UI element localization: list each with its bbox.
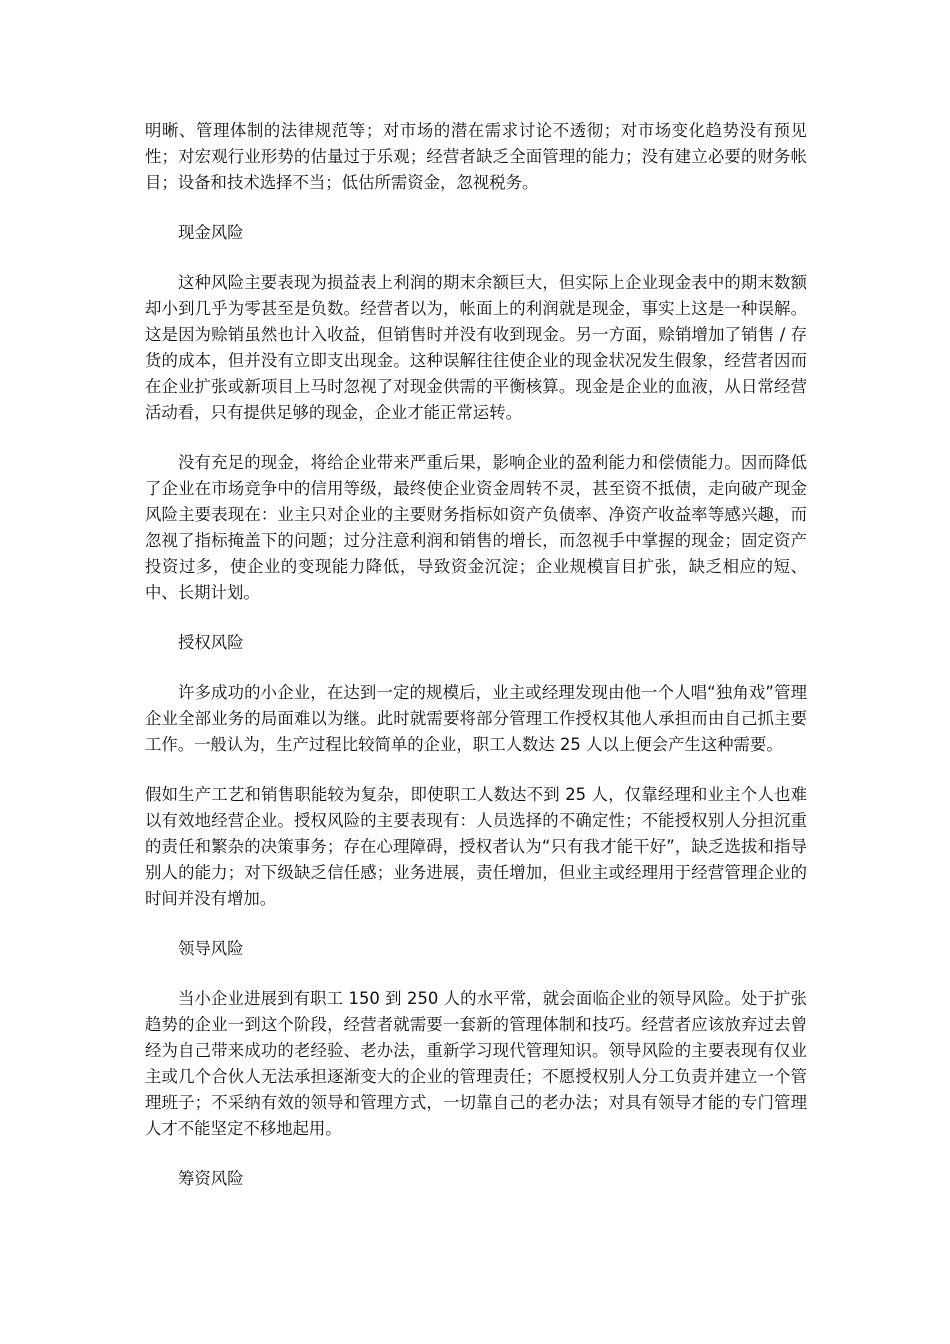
- paragraph-authorization-risk-1: 许多成功的小企业，在达到一定的规模后，业主或经理发现由他一个人唱“独角戏”管理企业全部业务的局面难以为继。此时就需要将部分管理工作授权其他人承担而由自己抓主要工作。一般认为，生产过程比较简单的企业，职工人数达 25 人以上便会产生这种需要。: [145, 683, 807, 754]
- section-heading-leadership-risk: 领导风险: [178, 939, 244, 958]
- section-heading-financing-risk: 筹资风险: [178, 1169, 244, 1188]
- paragraph-intro-continued: 明晰、管理体制的法律规范等；对市场的潜在需求讨论不透彻；对市场变化趋势没有预见性；对宏观行业形势的估量过于乐观；经营者缺乏全面管理的能力；没有建立必要的财务帐目；设备和技术选择不当；低估所需资金，忽视税务。: [145, 121, 807, 192]
- section-heading-authorization-risk: 授权风险: [178, 633, 244, 652]
- document-body: [145, 118, 807, 1216]
- paragraph-cash-risk-1: 这种风险主要表现为损益表上利润的期末余额巨大，但实际上企业现金表中的期末数额却小到几乎为零甚至是负数。经营者以为，帐面上的利润就是现金，事实上这是一种误解。这是因为赊销虽然也计入收益，但销售时并没有收到现金。另一方面，赊销增加了销售 / 存货的成本，但并没有立即支出现金。这种误解往往使企业的现金状况发生假象，经营者因而在企业扩张或新项目上马时忽视了对现金供需的平衡核算。现金是企业的血液，从日常经营活动看，只有提供足够的现金，企业才能正常运转。: [145, 273, 807, 422]
- section-heading-cash-risk: 现金风险: [178, 223, 244, 242]
- paragraph-cash-risk-2: 没有充足的现金，将给企业带来严重后果，影响企业的盈利能力和偿债能力。因而降低了企业在市场竞争中的信用等级，最终使企业资金周转不灵，甚至资不抵债，走向破产现金风险主要表现在：业主只对企业的主要财务指标如资产负债率、净资产收益率等感兴趣，而忽视了指标掩盖下的问题；过分注意利润和销售的增长，而忽视手中掌握的现金；固定资产投资过多，使企业的变现能力降低，导致资金沉淀；企业规模盲目扩张，缺乏相应的短、中、长期计划。: [145, 453, 807, 602]
- paragraph-leadership-risk: 当小企业进展到有职工 150 到 250 人的水平常，就会面临企业的领导风险。处于扩张趋势的企业一到这个阶段，经营者就需要一套新的管理体制和技巧。经营者应该放弃过去曾经为自己带来成功的老经验、老办法，重新学习现代管理知识。领导风险的主要表现有仅业主或几个合伙人无法承担逐渐变大的企业的管理责任；不愿授权别人分工负责并建立一个管理班子；不采纳有效的领导和管理方式，一切靠自己的老办法；对具有领导才能的专门管理人才不能坚定不移地起用。: [145, 989, 807, 1138]
- paragraph-authorization-risk-2: 假如生产工艺和销售职能较为复杂，即使职工人数达不到 25 人，仅靠经理和业主个人也难以有效地经营企业。授权风险的主要表现有：人员选择的不确定性；不能授权别人分担沉重的责任和繁杂的决策事务；存在心理障碍，授权者认为“只有我才能干好”，缺乏选拔和指导别人的能力；对下级缺乏信任感；业务进展，责任增加，但业主或经理用于经营管理企业的时间并没有增加。: [145, 785, 807, 908]
